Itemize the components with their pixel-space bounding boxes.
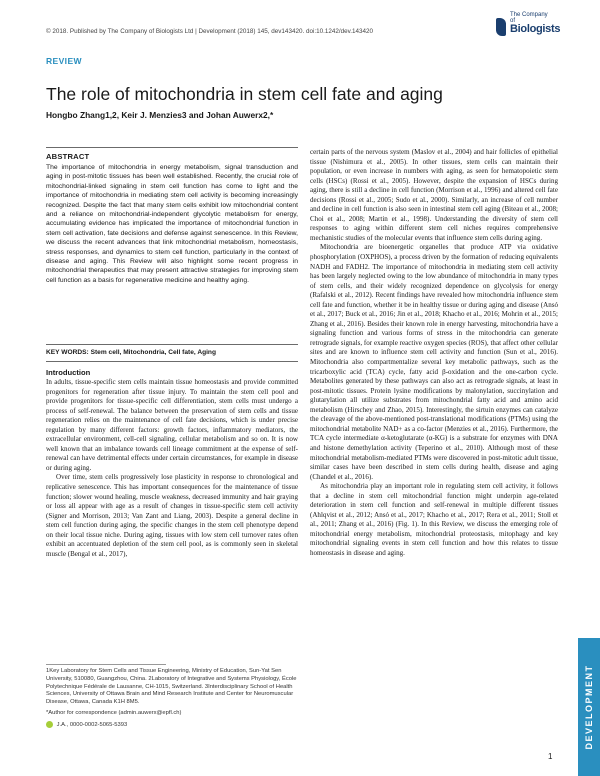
side-journal-label — [578, 638, 600, 776]
orcid-text: J.A., 0000-0002-5065-5393 — [56, 721, 128, 728]
left-column-body — [46, 378, 298, 559]
footnotes — [46, 668, 298, 733]
right-paragraph-2: Mitochondria are bioenergetic organelles that produce ATP via oxidative phosphorylation (OXPHOS), a process driven by the formation of reducing equivalents NADH and FADH2. The importance of mitochondria in mediating stem cell activity has been largely neglected owing to the low abundance of mitochondria in many types of stem cells, and their widely recognized dependence on glycolysis for energy (Rafalski et al., 2012). Recent findings have revealed how mitochondria influence stem cell fate and function, whether it be in healthy tissue or during aging and disease (Ansó et al., 2017; Buck et al., 2016; Jin et al., 2018; Khacho et al., 2016; Mohrin et al., 2015; Zhang et al., 2016). Besides their known role in energy harvesting, mitochondria have a signaling function and various forms of stress in the mitochondria can generate retrograde signals, for example reactive oxygen species (ROS), that affect other cellular sites and are known to influence stem cell activity and function (Sun et al., 2016). Mitochondria also compartmentalize several key metabolic pathways, such as the tricarboxylic acid (TCA) cycle, fatty acid β-oxidation and the one-carbon cycle. Metabolites generated by these pathways can also act as retrograde signals, at least in post-mitotic tissues. Protein lysine modifications by malonylation, succinylation and glutarylation all utilize substrates from mitochondrial fatty acid and amino acid metabolism (Hirschey and Zhao, 2015). Interestingly, the sirtuin enzymes can catalyze the cleavage of the above-mentioned post-translational modifications (PTMs) using the mitochondrial metabolite NAD+ as a co-factor (Menzies et al., 2016). Furthermore, the TCA cycle intermediate α-ketoglutarate (α-KG) is a substrate for enzymes with DNA and histone demethylation activity (Teperino et al., 2010). Although most of these mitochondrial metabolism-mediated PTMs were discovered in post-mitotic adult tissue, similar cases have been described in stem cells during health, disease and aging (Chandel et al., 2016). — [310, 243, 558, 481]
side-journal-label-text: DEVELOPMENT — [584, 664, 594, 750]
logo-big-text: Biologists — [510, 23, 561, 35]
abstract-heading: ABSTRACT — [46, 152, 90, 161]
intro-paragraph-2: Over time, stem cells progressively lose plasticity in response to chronological and replicative senescence. This has important consequences for the maintenance of tissue function; slower wound healing, muscle weakness, decreased immunity and hair graying or loss all appear with age as a result of changes in tissue-specific stem cell activity (Signer and Morrison, 2013; Van Zant and Liang, 2003). Despite a general decline in stem cell function during aging, the specific changes in the stem cell phenotype depend on their local tissue niche. During aging, tissues with low stem cell turnover rates often exhibit an accentuated depletion of the stem cell pool, as is commonly seen in skeletal muscle (Bengal et al., 2017), — [46, 473, 298, 558]
right-paragraph-1: certain parts of the nervous system (Maslov et al., 2004) and hair follicles of epithelial tissue (Nishimura et al., 2005). In other tissues, stem cells can maintain their population, or even increase in numbers with aging, as seen for hematopoietic stem cells (HSCs) (Rossi et al., 2005). However, despite the expansion of HSCs during aging, there is still a decline in cell function (Morrison et al., 1996) and altered cell fate decisions (Rossi et al., 2005; Sudo et al., 2000). Similarly, an increase of cell number and decline in cell function is also seen in intestinal stem cell aging (Biteau et al., 2008; Choi et al., 2008; Martin et al., 1998). Understanding the diversity of stem cell responses to aging within different stem cell niches requires comprehensive mechanistic studies of the molecular events that influence stem cells during aging. — [310, 148, 558, 242]
section-label: REVIEW — [46, 56, 82, 66]
keywords-bottom-rule — [46, 361, 298, 362]
correspondence[interactable]: *Author for correspondence (admin.auwerx@epfl.ch) — [46, 709, 182, 716]
logo-small-text: The Company of — [510, 12, 548, 24]
right-column-body — [310, 148, 558, 559]
journal-header-line: © 2018. Published by The Company of Biologists Ltd | Development (2018) 145, dev143420. doi:10.1242/dev.143420 — [46, 28, 374, 35]
abstract-text: The importance of mitochondria in energy metabolism, signal transduction and aging in post-mitotic tissues has been well established. Recently, the crucial role of mitochondrial-linked signaling in stem cell function has come to light and the importance of mitochondria in mediating stem cell activity is becoming increasingly recognized. Despite the fact that many stem cells exhibit low mitochondrial content and a reliance on mitochondrial-independent glycolytic metabolism for energy, accumulating evidence has implicated the importance of mitochondrial function in stem cell activation, fate decisions and defense against senescence. In this Review, we discuss the recent advances that link mitochondrial metabolism, homeostasis, stress responses, and dynamics to stem cell function, particularly in the context of disease and aging. This Review will also highlight some recent progress in mitochondrial therapeutics that may present attractive strategies for improving stem cell function as a basis for regenerative medicine and healthy aging. — [46, 164, 298, 284]
abstract-top-rule — [46, 147, 298, 148]
logo-mark-icon — [496, 18, 506, 36]
intro-paragraph-1: In adults, tissue-specific stem cells maintain tissue homeostasis and provide committed progenitors for regeneration after tissue injury. To maintain the stem cell pool and provide progenitors for tissue-specific cell differentiation, stem cells must undergo a process of self-renewal. The balance between the preservation of stem cells and tissue regeneration relies on the maintenance of cell fate decisions, which is under precise regulation by many different factors: growth factors, inflammatory mediators, the extracellular environment, cell-cell signaling, cellular metabolism and so on. It is now well known that an imbalance towards cell lineage commitment at the expense of self-renewal can have detrimental effects under certain circumstances, for example in disease or during aging. — [46, 378, 298, 472]
footnote-rule — [46, 664, 166, 665]
affiliations: 1Key Laboratory for Stem Cells and Tissue Engineering, Ministry of Education, Sun-Yat Sen University, 510080, Guangzhou, China. 2Laboratory of Integrative and Systems Physiology, École Polytechnique Fédérale de Lausanne, CH-1015, Switzerland. 3Interdisciplinary School of Health Sciences, University of Ottawa Brain and Mind Research Institute and Center for Neuromuscular Disease, Ottawa, Canada K1H 8M5. — [46, 668, 297, 706]
orcid-icon — [46, 721, 53, 728]
page-number: 1 — [548, 752, 553, 761]
right-paragraph-3: As mitochondria play an important role in regulating stem cell activity, it follows that a decline in stem cell mitochondrial function might underpin age-related deterioration in stem cell function and self-renewal in multiple different tissues (Ahlqvist et al., 2012; Ansó et al., 2017; Khacho et al., 2017; Rera et al., 2011; Stoll et al., 2011; Zhang et al., 2016) (Fig. 1). In this Review, we discuss the emerging role of mitochondrial energy metabolism, mitochondrial proteostasis, mitophagy and key mitochondrial signaling events in stem cell function and how this relates to tissue homeostasis in disease and aging. — [310, 482, 558, 557]
orcid-line[interactable] — [46, 721, 298, 730]
keywords-top-rule — [46, 344, 298, 345]
intro-heading: Introduction — [46, 368, 91, 377]
keywords: KEY WORDS: Stem cell, Mitochondria, Cell fate, Aging — [46, 349, 216, 356]
author-list: Hongbo Zhang1,2, Keir J. Menzies3 and Johan Auwerx2,* — [46, 110, 274, 120]
publisher-logo[interactable] — [510, 12, 561, 42]
article-title: The role of mitochondria in stem cell fate and aging — [46, 84, 443, 104]
